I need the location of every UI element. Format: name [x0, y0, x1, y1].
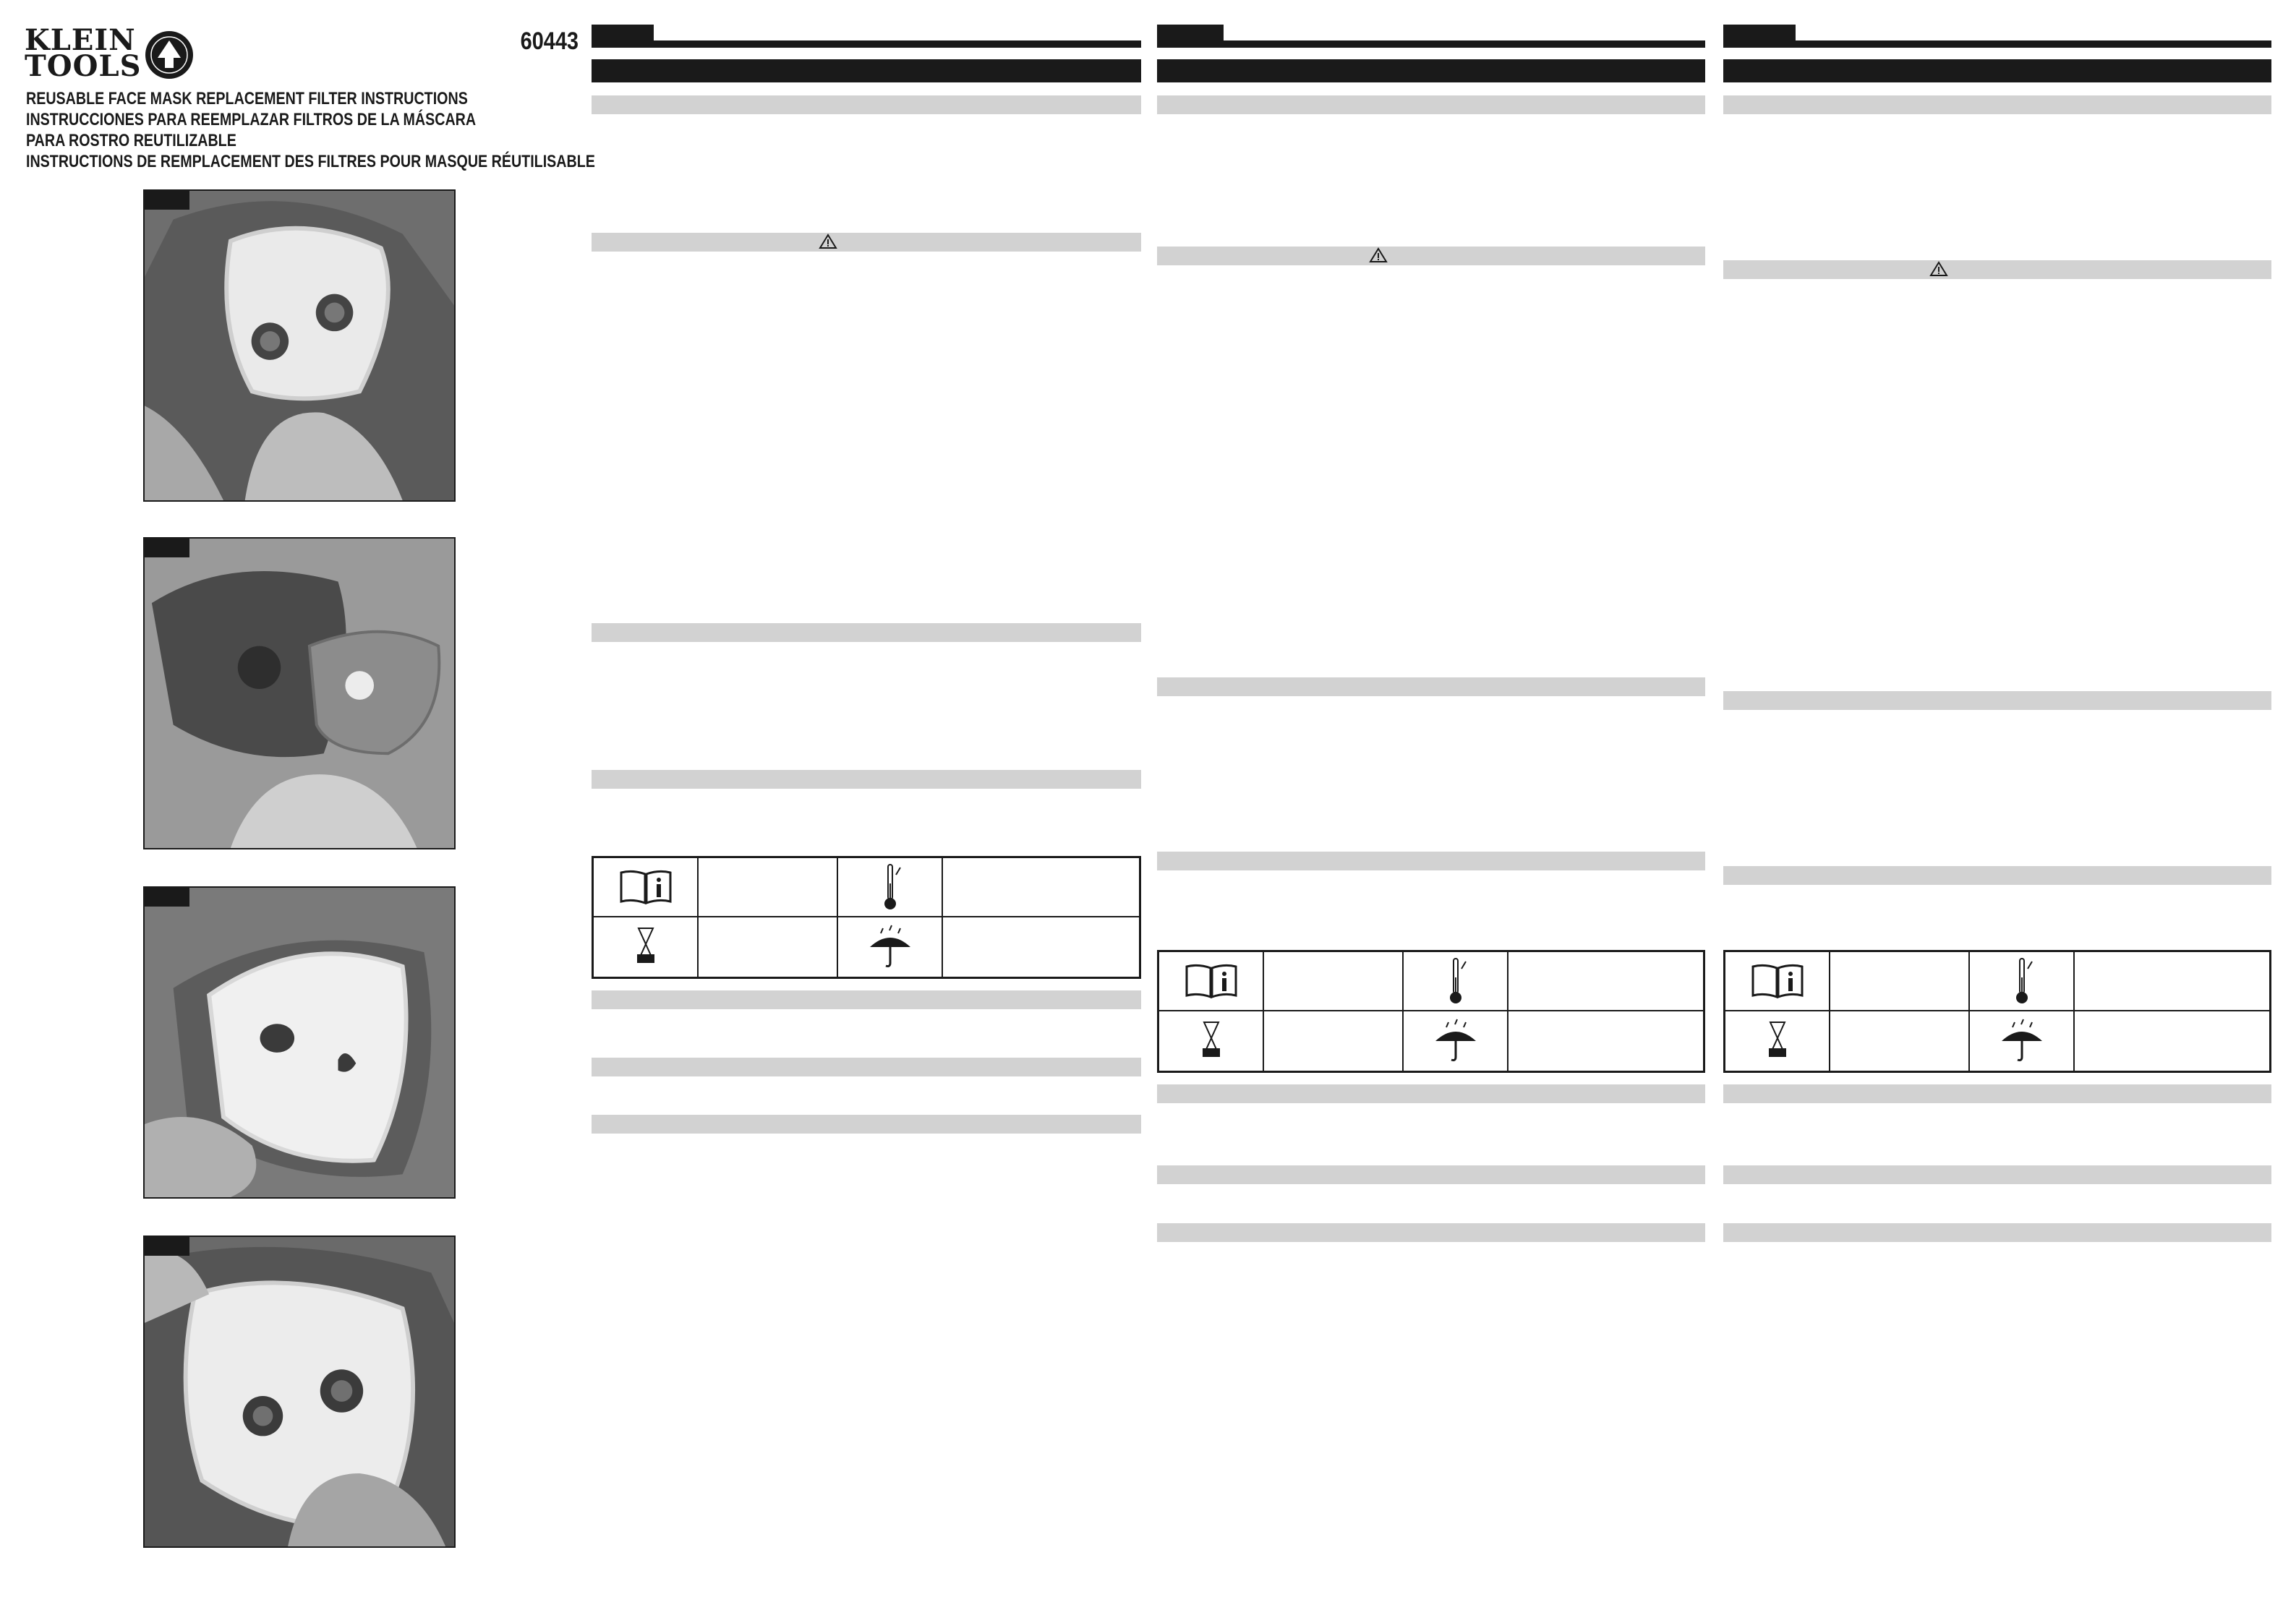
title-line: INSTRUCCIONES PARA REEMPLAZAR FILTROS DE LA MÁSCARA [26, 110, 477, 129]
header-rule [592, 40, 1141, 48]
section-band [1723, 95, 2271, 114]
hourglass-shelf-life-icon [633, 925, 659, 969]
warning-band [592, 233, 1141, 252]
logo-line-2: TOOLS [25, 49, 142, 83]
symbol-icon-cell [1404, 952, 1508, 1011]
photo-step-2 [143, 537, 456, 849]
step-tag [145, 191, 189, 210]
section-band [1723, 1223, 2271, 1242]
section-band [592, 95, 1141, 114]
section-band [592, 623, 1141, 642]
warning-triangle-icon [1369, 247, 1388, 263]
section-band [592, 1058, 1141, 1076]
read-instructions-icon [618, 868, 673, 906]
temperature-icon [876, 862, 905, 912]
warning-triangle-icon [819, 234, 837, 249]
section-band [1157, 1223, 1705, 1242]
section-header-bar [1157, 59, 1705, 82]
keep-dry-umbrella-icon [1999, 1018, 2045, 1064]
klein-tools-logo [25, 23, 142, 83]
mask-filter-remove-photo [145, 539, 454, 848]
section-band [1723, 1084, 2271, 1103]
section-band [1157, 1084, 1705, 1103]
hourglass-shelf-life-icon [1198, 1019, 1224, 1063]
symbol-label-cell [699, 858, 838, 917]
step-tag [145, 1237, 189, 1256]
section-header-bar [592, 59, 1141, 82]
symbol-label-cell [1830, 1011, 1970, 1071]
section-band [592, 990, 1141, 1009]
symbol-icon-cell [838, 858, 943, 917]
read-instructions-icon [1750, 962, 1805, 1000]
symbol-label-cell [1830, 952, 1970, 1011]
photo-step-3 [143, 886, 456, 1199]
symbol-table [1157, 950, 1705, 1073]
symbol-table [592, 856, 1141, 979]
symbol-icon-cell [1404, 1011, 1508, 1071]
section-band [1157, 1165, 1705, 1184]
symbol-icon-cell [1725, 952, 1830, 1011]
symbol-label-cell [2075, 1011, 2269, 1071]
model-number: 60443 [520, 27, 579, 55]
section-band [1723, 1165, 2271, 1184]
symbol-icon-cell [1725, 1011, 1830, 1071]
photo-step-4 [143, 1236, 456, 1548]
section-band [1723, 691, 2271, 710]
read-instructions-icon [1184, 962, 1239, 1000]
hourglass-shelf-life-icon [1764, 1019, 1791, 1063]
symbol-icon-cell [1159, 952, 1264, 1011]
step-tag [145, 888, 189, 907]
symbol-label-cell [943, 917, 1139, 977]
symbol-icon-cell [838, 917, 943, 977]
document-titles [26, 88, 595, 172]
symbol-label-cell [1508, 1011, 1703, 1071]
title-line: PARA ROSTRO REUTILIZABLE [26, 131, 236, 150]
symbol-icon-cell [1970, 1011, 2075, 1071]
temperature-icon [2007, 956, 2036, 1006]
symbol-icon-cell [594, 917, 699, 977]
symbol-label-cell [943, 858, 1139, 917]
keep-dry-umbrella-icon [1433, 1018, 1479, 1064]
symbol-icon-cell [1970, 952, 2075, 1011]
warning-triangle-icon [1929, 261, 1948, 277]
warning-band [1723, 260, 2271, 279]
symbol-label-cell [699, 917, 838, 977]
section-band [1157, 95, 1705, 114]
header-rule [1723, 40, 2271, 48]
symbol-icon-cell [594, 858, 699, 917]
header-rule [1157, 40, 1705, 48]
logo-line-1: KLEIN [25, 23, 136, 57]
section-band [1723, 866, 2271, 885]
photo-step-1 [143, 189, 456, 502]
warning-band [1157, 247, 1705, 265]
section-band [1157, 852, 1705, 870]
section-band [592, 1115, 1141, 1134]
section-band [1157, 677, 1705, 696]
mask-filter-open-photo [145, 888, 454, 1197]
symbol-label-cell [2075, 952, 2269, 1011]
section-band [592, 770, 1141, 789]
klein-seal-icon [143, 29, 195, 81]
temperature-icon [1441, 956, 1470, 1006]
title-line: INSTRUCTIONS DE REMPLACEMENT DES FILTRES POUR MASQUE RÉUTILISABLE [26, 152, 595, 171]
symbol-label-cell [1264, 1011, 1404, 1071]
step-tag [145, 539, 189, 557]
mask-filter-insert-photo [145, 191, 454, 500]
symbol-label-cell [1508, 952, 1703, 1011]
mask-valve-attach-photo [145, 1237, 454, 1546]
section-header-bar [1723, 59, 2271, 82]
symbol-icon-cell [1159, 1011, 1264, 1071]
symbol-table [1723, 950, 2271, 1073]
keep-dry-umbrella-icon [867, 924, 913, 970]
title-line: REUSABLE FACE MASK REPLACEMENT FILTER INSTRUCTIONS [26, 89, 468, 108]
symbol-label-cell [1264, 952, 1404, 1011]
